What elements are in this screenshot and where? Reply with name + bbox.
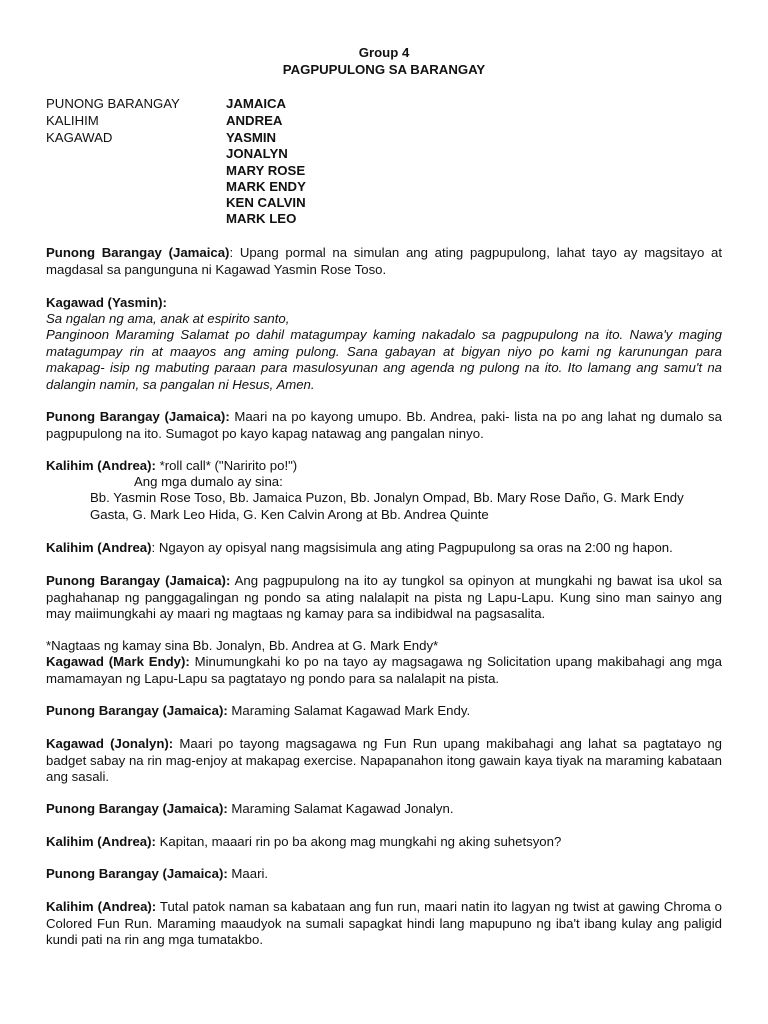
dialogue-text: : Ngayon ay opisyal nang magsisimula ang ating Pagpupulong sa oras na 2:00 ng hapon. xyxy=(151,540,673,555)
dialogue-paragraph xyxy=(46,654,722,687)
dialogue-text: Maraming Salamat Kagawad Jonalyn. xyxy=(227,801,454,816)
prayer-opening-line: Sa ngalan ng ama, anak at espirito santo, xyxy=(46,311,290,326)
speaker-label: Punong Barangay (Jamaica): xyxy=(46,866,228,881)
speaker-label: Punong Barangay (Jamaica): xyxy=(46,409,230,424)
member-name: ANDREA xyxy=(226,113,283,128)
dialogue-paragraph xyxy=(46,866,722,883)
speaker-label: Kalihim (Andrea) xyxy=(46,540,152,555)
member-name: MARY ROSE xyxy=(226,163,306,178)
dialogue-paragraph xyxy=(46,295,722,312)
dialogue-paragraph xyxy=(46,409,722,442)
dialogue-paragraph xyxy=(46,801,722,818)
dialogue-paragraph xyxy=(46,540,722,557)
prayer-text: Panginoon Maraming Salamat po dahil matagumpay kaming nakadalo sa pagpupulong na ito. Nawa'y maging matagumpay rin at maayos ang aming pulong. Sana gabayan at bigyan niyo po kami ng karunungan para makapag- isip ng mabuting paraan para masulosyunan ang agenda ng pulong na ito. Ito lamang ang samu't na dalangin namin, sa pangalan ni Hesus, Amen. xyxy=(46,327,722,392)
dialogue-paragraph xyxy=(46,245,722,278)
speaker-label: Kalihim (Andrea): xyxy=(46,899,157,914)
dialogue-text: Maari. xyxy=(227,866,269,881)
dialogue-paragraph xyxy=(46,736,722,786)
dialogue-paragraph xyxy=(46,703,722,720)
document-title: PAGPUPULONG SA BARANGAY xyxy=(282,62,486,77)
speaker-label: Kagawad (Yasmin): xyxy=(46,295,167,310)
dialogue-text: : Upang pormal na simulan ang ating pagpupulong, lahat tayo ay magsitayo at magdasal sa pangunguna ni Kagawad Yasmin Rose Toso. xyxy=(46,245,723,277)
member-name: JAMAICA xyxy=(226,96,287,111)
dialogue-text: *roll call* ("Naririto po!") xyxy=(155,458,298,473)
role-punong-barangay: PUNONG BARANGAY xyxy=(46,96,180,111)
member-name: JONALYN xyxy=(226,146,288,161)
dialogue-text: Tutal patok naman sa kabataan ang fun run, maari natin ito lagyan ng twist at gawing Chroma o Colored Fun Run. Maraming maaudyok na sumali sapagkat hindi lang mapupuno ng iba't ibang kulay ang paligid kundi pati na rin ang mga tumatakbo. xyxy=(46,899,722,948)
dialogue-paragraph xyxy=(46,458,722,475)
dialogue-paragraph xyxy=(46,899,722,949)
speaker-label: Punong Barangay (Jamaica) xyxy=(46,245,230,260)
dialogue-paragraph xyxy=(46,834,722,851)
stage-direction: *Nagtaas ng kamay sina Bb. Jonalyn, Bb. Andrea at G. Mark Endy* xyxy=(46,638,439,653)
dialogue-text: Maraming Salamat Kagawad Mark Endy. xyxy=(227,703,471,718)
dialogue-text: Maari na po kayong umupo. Bb. Andrea, paki- lista na po ang lahat ng dumalo sa pagpupulong na ito. Sumagot po kayo kapag natawag ang pangalan ninyo. xyxy=(46,409,722,441)
attendees-intro: Ang mga dumalo ay sina: xyxy=(134,474,283,489)
member-name: YASMIN xyxy=(226,130,277,145)
attendees-list: Bb. Yasmin Rose Toso, Bb. Jamaica Puzon, Bb. Jonalyn Ompad, Bb. Mary Rose Daño, G. Mark Endy Gasta, G. Mark Leo Hida, G. Ken Calvin Arong at Bb. Andrea Quinte xyxy=(90,490,684,522)
group-heading: Group 4 xyxy=(358,45,410,60)
dialogue-paragraph xyxy=(46,573,722,623)
speaker-label: Punong Barangay (Jamaica): xyxy=(46,573,231,588)
speaker-label: Punong Barangay (Jamaica): xyxy=(46,703,228,718)
dialogue-text: Maari po tayong magsagawa ng Fun Run upang makibahagi ang lahat sa pagtatayo ng badget sabay na rin mag-enjoy at makapag exercise. Napapanahon itong gawain kaya tiyak na maraming kabataan ang sasali. xyxy=(46,736,722,785)
role-kalihim: KALIHIM xyxy=(46,113,99,128)
speaker-label: Kagawad (Jonalyn): xyxy=(46,736,174,751)
member-name: MARK ENDY xyxy=(226,179,306,194)
speaker-label: Kalihim (Andrea): xyxy=(46,458,156,473)
speaker-label: Kalihim (Andrea): xyxy=(46,834,156,849)
dialogue-text: Kapitan, maaari rin po ba akong mag mungkahi ng aking suhetsyon? xyxy=(155,834,562,849)
dialogue-text: Ang pagpupulong na ito ay tungkol sa opinyon at mungkahi ng bawat isa ukol sa paghahanap ng panggagalingan ng pondo sa ating nalalapit na pista ng Lapu-Lapu. Kung sino man sainyo ang may maiimungkahi ay maari ng magtaas ng kamay para sa indibidwal na pagsasalita. xyxy=(46,573,722,622)
member-name: KEN CALVIN xyxy=(226,195,306,210)
role-kagawad: KAGAWAD xyxy=(46,130,113,145)
dialogue-text: Minumungkahi ko po na tayo ay magsagawa ng Solicitation upang makibahagi ang mga mamamayan ng Lapu-Lapu sa pagtatayo ng pondo para sa nalalapit na pista. xyxy=(46,654,722,686)
speaker-label: Punong Barangay (Jamaica): xyxy=(46,801,228,816)
speaker-label: Kagawad (Mark Endy): xyxy=(46,654,190,669)
member-name: MARK LEO xyxy=(226,211,297,226)
